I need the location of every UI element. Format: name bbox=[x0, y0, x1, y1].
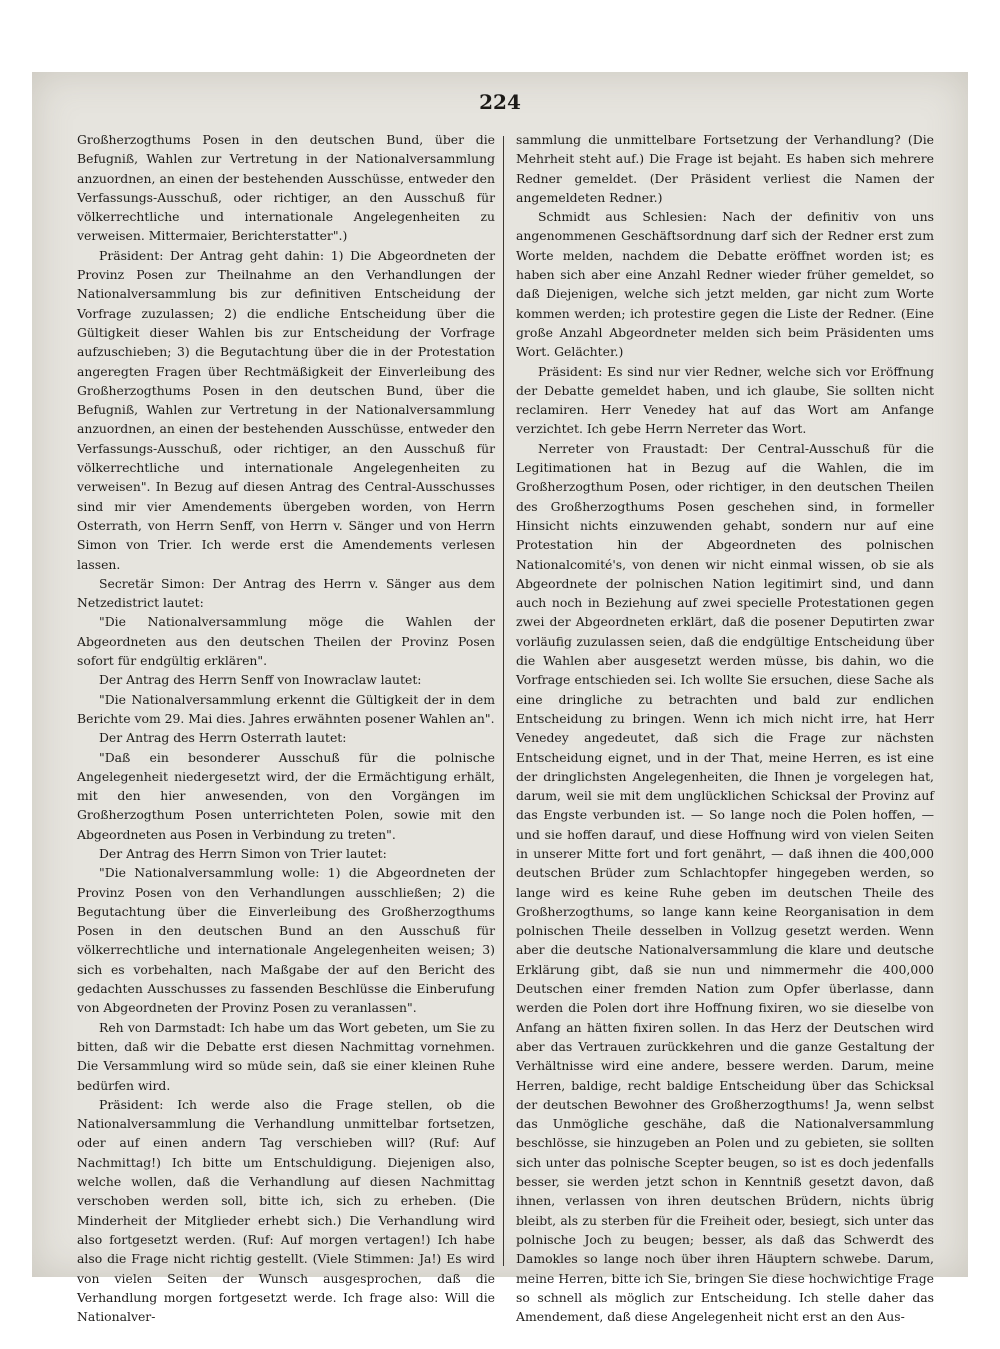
paragraph: "Die Nationalversammlung erkennt die Gültigkeit der in dem Berichte vom 29. Mai dies. Jahres erwähnten posener Wahlen an". bbox=[77, 691, 495, 726]
column-divider bbox=[503, 136, 504, 1266]
paragraph: Der Antrag des Herrn Senff von Inowraclaw lautet: bbox=[99, 672, 422, 688]
paragraph: "Daß ein besonderer Ausschuß für die polnische Angelegenheit niedergesetzt wird, der die Ermächtigung erhält, mit den hier anwesenden, von den Vorgängen im Großherzogthum Posen unterrichteten Polen, sowie mit den Abgeordneten aus Posen in Verbindung zu treten". bbox=[77, 749, 495, 842]
paragraph: Schmidt aus Schlesien: Nach der definitiv von uns angenommenen Geschäftsordnung darf sich der Redner erst zum Worte melden, nachdem die Debatte eröffnet worden ist; es haben sich aber eine Anzahl Redner wieder früher gemeldet, so daß Diejenigen, welche sich jetzt melden, gar nicht zum Worte kommen werden; ich protestire gegen die Liste der Redner. (Eine große Anzahl Abgeordneter melden sich beim Präsidenten ums Wort. Gelächter.) bbox=[516, 209, 934, 360]
paragraph: Präsident: Der Antrag geht dahin: 1) Die Abgeordneten der Provinz Posen zur Theilnahme an den Verhandlungen der Nationalversammlung bis zur definitiven Entscheidung der Vorfrage zuzulassen; 2) die endliche Entscheidung über die Gültigkeit dieser Wahlen bis zur Entscheidung der Vorfrage aufzuschieben; 3) die Begutachtung über die in der Protestation angeregten Fragen über Rechtmäßigkeit der Einverleibung des Großherzogthums Posen in den deutschen Bund, über die Befugniß, Wahlen zur Vertretung in der Nationalversammlung anzuordnen, an einen der bestehenden Ausschüsse, entweder den Verfassungs-Ausschuß, oder richtiger, an den Ausschuß für völkerrechtliche und internationale Angelegenheiten zu verweisen". In Bezug auf diesen Antrag des Central-Ausschusses sind mir vier Amendements übergeben worden, von Herrn Osterrath, von Herrn Senff, von Herrn v. Sänger und von Herrn Simon von Trier. Ich werde erst die Amendements verlesen lassen. bbox=[77, 247, 495, 572]
left-column bbox=[77, 130, 495, 1325]
paragraph: Der Antrag des Herrn Osterrath lautet: bbox=[99, 730, 347, 746]
paragraph: "Die Nationalversammlung möge die Wahlen der Abgeordneten aus den deutschen Theilen der Provinz Posen sofort für endgültig erklären". bbox=[77, 614, 495, 669]
paragraph: Secretär Simon: Der Antrag des Herrn v. Sänger aus dem Netzedistrict lautet: bbox=[77, 575, 495, 611]
paragraph: Großherzogthums Posen in den deutschen Bund, über die Befugniß, Wahlen zur Vertretung in der Nationalversammlung anzuordnen, an einen der bestehenden Ausschüsse, entweder den Verfassungs-Ausschuß, oder richtiger, an den Ausschuß für völkerrechtliche und internationale Angelegenheiten zu verweisen. Mittermaier, Berichterstatter".) bbox=[77, 132, 495, 244]
newspaper-page bbox=[32, 72, 968, 1325]
paragraph: "Die Nationalversammlung wolle: 1) die Abgeordneten der Provinz Posen von den Verhandlungen ausschließen; 2) die Begutachtung über die Einverleibung des Großherzogthums Posen in den deutschen Bund an den Ausschuß für völkerrechtliche und internationale Angelegenheiten weisen; 3) sich es vorbehalten, nach Maßgabe der auf den Bericht des gedachten Ausschusses zu fassenden Beschlüsse die Einberufung von Abgeordneten der Provinz Posen zu veranlassen". bbox=[77, 865, 495, 1016]
right-column bbox=[516, 130, 934, 1325]
paragraph: sammlung die unmittelbare Fortsetzung der Verhandlung? (Die Mehrheit steht auf.) Die Frage ist bejaht. Es haben sich mehrere Redner gemeldet. (Der Präsident verliest die Namen der angemeldeten Redner.) bbox=[516, 132, 934, 205]
page-number: 224 bbox=[479, 90, 521, 114]
paragraph: Der Antrag des Herrn Simon von Trier lautet: bbox=[99, 845, 387, 861]
paragraph: Präsident: Ich werde also die Frage stellen, ob die Nationalversammlung die Verhandlung unmittelbar fortsetzen, oder auf einen andern Tag verschieben will? (Ruf: Auf Nachmittag!) Ich bitte um Entschuldigung. Diejenigen also, welche wollen, daß die Verhandlung auf diesen Nachmittag verschoben werden soll, bitte ich, sich zu erheben. (Die Minderheit der Mitglieder erhebt sich.) Die Verhandlung wird also fortgesetzt werden. (Ruf: Auf morgen vertagen!) Ich habe also die Frage nicht richtig gestellt. (Viele Stimmen: Ja!) Es wird von vielen Seiten der Wunsch ausgesprochen, daß die Verhandlung morgen fortgesetzt werde. Ich frage also: Will die Nationalver- bbox=[77, 1096, 495, 1325]
paragraph: Nerreter von Fraustadt: Der Central-Ausschuß für die Legitimationen hat in Bezug auf die Wahlen, die im Großherzogthum Posen, oder richtiger, in den deutschen Theilen des Großherzogthums Posen geschehen sind, in formeller Hinsicht nichts einzuwenden gehabt, sondern nur auf eine Protestation hin der Abgeordneten des polnischen Nationalcomité's, von denen wir nicht einmal wissen, ob sie als Abgeordnete der polnischen Nation legitimirt sind, und dann auch noch in Beziehung auf zwei specielle Protestationen gegen zwei der Abgeordneten erklärt, daß die posener Deputirten zwar vorläufig zuzulassen seien, daß die endgültige Entscheidung über die Wahlen aber ausgesetzt werden müsse, bis dahin, wo die Vorfrage entschieden sei. Ich wollte Sie ersuchen, diese Sache als eine dringliche zu betrachten und bald zur endlichen Entscheidung zu bringen. Wenn ich mich nicht irre, hat Herr Venedey angedeutet, daß sich die Frage zur nächsten Entscheidung eignet, und in der That, meine Herren, es ist eine der dringlichsten Angelegenheiten, die Ihnen je vorgelegen hat, darum, weil sie mit dem unglücklichen Schicksal der Provinz auf das Engste verbunden ist. — So lange noch die Polen hoffen, — und sie hoffen darauf, und diese Hoffnung wird von vielen Seiten in unserer Mitte fort und fort genährt, — daß ihnen die 400,000 deutschen Brüder zum Schlachtopfer hingegeben werden, so lange wird es keine Ruhe geben im deutschen Theile des Großherzogthums, so lange kann keine Reorganisation in dem polnischen Theile desselben in Vollzug gesetzt werden. Wenn aber die deutsche Nationalversammlung die klare und deutsche Erklärung gibt, daß sie nun und nimmermehr die 400,000 Deutschen einer fremden Nation zum Opfer überlasse, dann werden die Polen dort ihre Hoffnung fixiren, wo sie dieselbe von Anfang an hätten fixiren sollen. In das Herz der Deutschen wird aber das Vertrauen zurückkehren und die ganze Gestaltung der Verhältnisse wird eine andere, bessere werden. Darum, meine Herren, baldige, recht baldige Entscheidung über das Schicksal der deutschen Bewohner des Großherzogthums! Ja, wenn selbst das Unmögliche geschähe, daß die Nationalversammlung beschlösse, sie hinzugeben an Polen und zu gebieten, sie sollten sich unter das polnische Scepter beugen, so ist es doch jedenfalls besser, sie werden jetzt schon in Kenntniß gesetzt davon, daß ihnen, verlassen von ihren deutschen Brüdern, nichts übrig bleibt, als zu sterben für die Freiheit oder, besiegt, sich unter das polnische Joch zu beugen; besser, als daß das Schwerdt des Damokles so lange noch über ihren Häuptern schwebe. Darum, meine Herren, bitte ich Sie, bringen Sie diese hochwichtige Frage so schnell als möglich zur Entscheidung. Ich stelle daher das Amendement, daß diese Angelegenheit nicht erst an den Aus- bbox=[516, 440, 934, 1325]
paragraph: Präsident: Es sind nur vier Redner, welche sich vor Eröffnung der Debatte gemeldet haben, und ich glaube, Sie sollten nicht reclamiren. Herr Venedey hat auf das Wort am Anfange verzichtet. Ich gebe Herrn Nerreter das Wort. bbox=[516, 363, 934, 437]
paragraph: Reh von Darmstadt: Ich habe um das Wort gebeten, um Sie zu bitten, daß wir die Debatte erst diesen Nachmittag vornehmen. Die Versammlung wird so müde sein, daß sie einer kleinen Ruhe bedürfen wird. bbox=[77, 1019, 495, 1093]
